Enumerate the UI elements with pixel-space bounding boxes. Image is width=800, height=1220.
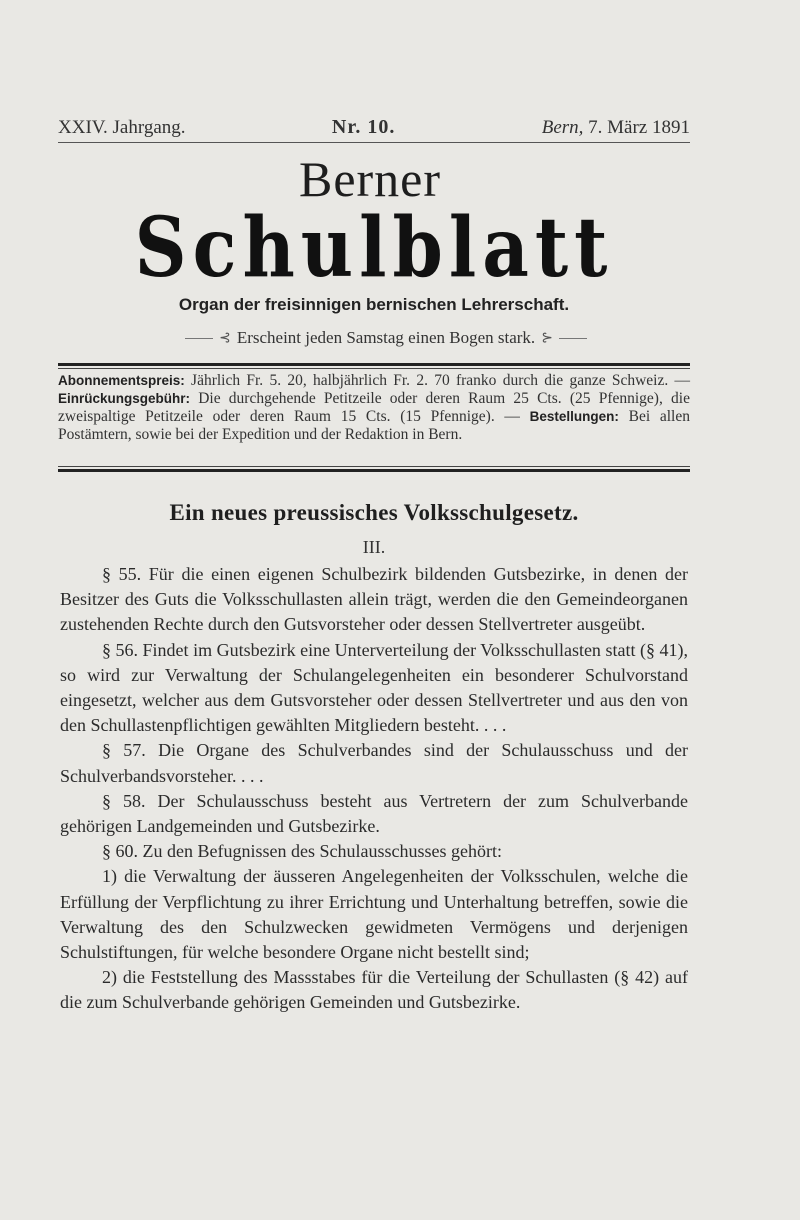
volume-label: XXIV. Jahrgang. [58, 117, 186, 138]
ornament-right-icon: ⊱ [541, 330, 553, 346]
paragraph: § 55. Für die einen eigenen Schulbezirk bildenden Gutsbezirke, in denen der Besitzer des Guts die Volksschullasten allein trägt, werden die den Gemeindeorganen zustehenden Rechte durch den Gutsvorsteher oder dessen Stellvertreter ausgeübt. [60, 564, 688, 635]
place: Bern, [541, 117, 584, 138]
paragraph: § 57. Die Organe des Schulverbandes sind der Schulausschuss und der Schulverbandsvorsteher. . . . [60, 740, 688, 786]
paragraph: § 56. Findet im Gutsbezirk eine Unterverteilung der Volksschullasten statt (§ 41), so wird zur Verwaltung der Schulangelegenheiten ein besonderer Schulvorstand eingesetzt, welcher aus dem Gutsvorsteher oder dessen Stellvertreter und aus den von den Schullastenpflichtigen gewählten Mitgliedern besteht. . . . [60, 639, 688, 736]
title-berner: Berner [298, 151, 442, 207]
insertion-label: Einrückungsgebühr: [58, 391, 191, 406]
article-body [60, 562, 688, 1016]
orders-text: Bei allen Postämtern, sowie bei der Expedition und der Redaktion in Bern. [58, 408, 690, 443]
subtitle: Organ der freisinnigen bernischen Lehrerschaft. [178, 295, 570, 314]
paragraph: 2) die Feststellung des Massstabes für die Verteilung der Schullasten (§ 42) auf die zum Schulverbande gehörigen Gemeinden und Gutsbezirke. [60, 967, 688, 1013]
info-rule-top-thin [58, 368, 690, 369]
insertion-text: Die durchgehende Petitzeile oder deren Raum 25 Cts. (25 Pfennige), die zweispaltige Petitzeile oder deren Raum 15 Cts. (15 Pfennige). — [58, 390, 690, 425]
date: 7. März 1891 [588, 117, 690, 138]
article-title: Ein neues preussisches Volksschulgesetz. [169, 500, 579, 525]
subscription-label: Abonnementspreis: [58, 373, 185, 388]
ornament-line-right [559, 338, 587, 339]
title-schulblatt: Schulblatt [134, 198, 614, 296]
place-date [542, 117, 690, 139]
masthead-line [58, 116, 690, 139]
info-rule-bottom-thin [58, 466, 690, 467]
ornament-left-icon: ⊰ [219, 330, 231, 346]
subscription-text: Jährlich Fr. 5. 20, halbjährlich Fr. 2. 70 franko durch die ganze Schweiz. — [191, 372, 690, 389]
issue-number: Nr. 10. [331, 116, 396, 138]
paragraph: 1) die Verwaltung der äusseren Angelegenheiten der Volksschulen, welche die Erfüllung der Verpflichtung zu ihrer Errichtung und Unterhaltung betreffen, sowie die Verwaltung des den Schulzwecken gewidmeten Vermögens und derjenigen Schulstiftungen, für welche besondere Organe nicht bestellt sind; [60, 866, 688, 963]
ornament-line-left [185, 338, 213, 339]
masthead-rule [58, 142, 690, 143]
paragraph: § 60. Zu den Befugnissen des Schulausschusses gehört: [102, 841, 502, 862]
orders-label: Bestellungen: [529, 409, 619, 424]
appears-line [86, 328, 686, 348]
info-rule-bottom [58, 469, 690, 472]
info-rule-top [58, 363, 690, 366]
article-part: III. [362, 537, 386, 557]
subscription-info [58, 372, 690, 444]
paragraph: § 58. Der Schulausschuss besteht aus Vertretern der zum Schulverbande gehörigen Landgemeinden und Gutsbezirke. [60, 790, 688, 837]
appears-text: Erscheint jeden Samstag einen Bogen stark. [236, 328, 536, 347]
